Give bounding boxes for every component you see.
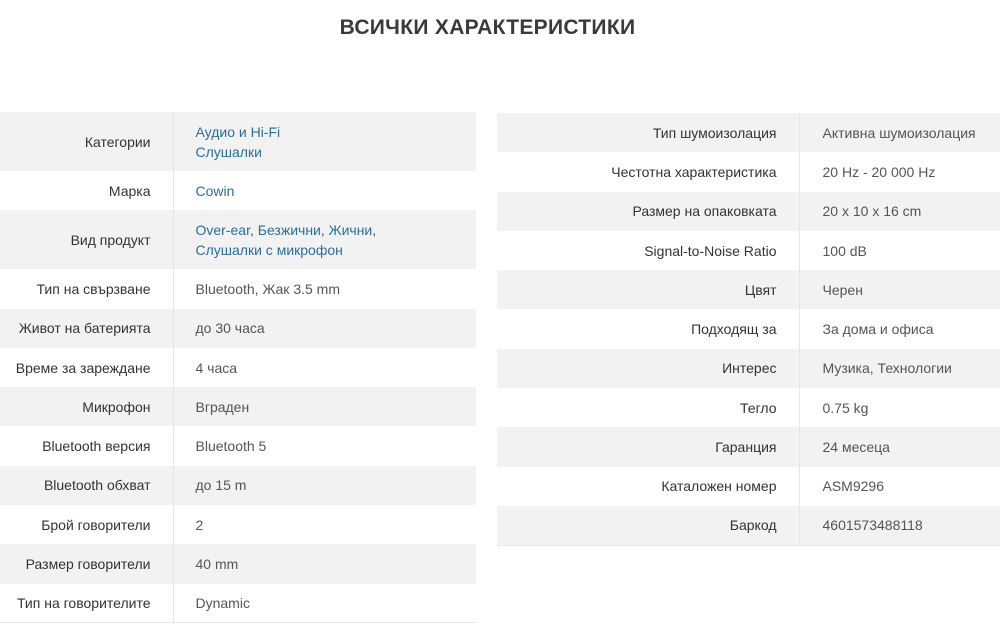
spec-label: Подходящ за: [497, 309, 799, 348]
spec-value: 4601573488118: [799, 506, 1000, 545]
spec-label: Категории: [0, 112, 173, 171]
spec-label: Баркод: [497, 506, 799, 545]
spec-value: до 30 часа: [173, 309, 476, 348]
spec-value: Over-ear, Безжични, Жични, Слушалки с микрофон: [173, 210, 476, 269]
spec-value: Активна шумоизолация: [799, 113, 1000, 152]
spec-label: Тип шумоизолация: [497, 113, 799, 152]
product-type-link-wired[interactable]: Жични: [328, 221, 373, 238]
spec-row-suitable-for: [497, 309, 1000, 348]
spec-label: Марка: [0, 171, 173, 210]
spec-value: [173, 112, 476, 171]
spec-row-speaker-count: [0, 505, 476, 544]
spec-value: 2: [173, 505, 476, 544]
spec-row-frequency: [497, 152, 1000, 191]
spec-value: [173, 171, 476, 210]
spec-row-package-size: [497, 192, 1000, 231]
spec-row-speaker-size: [0, 544, 476, 583]
spec-value: 100 dB: [799, 231, 1000, 270]
product-type-link-wireless[interactable]: Безжични: [257, 221, 321, 238]
product-type-link-over-ear[interactable]: Over-ear: [195, 221, 250, 238]
spec-value: Музика, Технологии: [799, 349, 1000, 388]
spec-row-weight: [497, 388, 1000, 427]
spec-value: 20 Hz - 20 000 Hz: [799, 152, 1000, 191]
spec-label: Тип на говорителите: [0, 584, 173, 623]
spec-row-battery: [0, 309, 476, 348]
spec-label: Брой говорители: [0, 505, 173, 544]
spec-label: Живот на батерията: [0, 309, 173, 348]
spec-label: Гаранция: [497, 427, 799, 466]
specs-table-right: [497, 113, 1000, 546]
spec-label: Размер говорители: [0, 544, 173, 583]
spec-row-noise-isolation: [497, 113, 1000, 152]
spec-value: 24 месеца: [799, 427, 1000, 466]
spec-label: Тип на свързване: [0, 269, 173, 308]
spec-value: ASM9296: [799, 467, 1000, 506]
category-link-headphones[interactable]: Слушалки: [195, 143, 262, 160]
spec-label: Bluetooth обхват: [0, 466, 173, 505]
spec-row-bt-version: [0, 426, 476, 465]
spec-row-connection: [0, 269, 476, 308]
spec-value: 4 часа: [173, 348, 476, 387]
spec-row-color: [497, 270, 1000, 309]
spec-value: 40 mm: [173, 544, 476, 583]
spec-label: Честотна характеристика: [497, 152, 799, 191]
spec-row-snr: [497, 231, 1000, 270]
spec-row-interest: [497, 349, 1000, 388]
spec-row-brand: [0, 171, 476, 210]
spec-label: Bluetooth версия: [0, 426, 173, 465]
spec-value: Черен: [799, 270, 1000, 309]
spec-value: до 15 m: [173, 466, 476, 505]
spec-label: Размер на опаковката: [497, 192, 799, 231]
spec-row-speaker-type: [0, 584, 476, 623]
spec-label: Тегло: [497, 388, 799, 427]
spec-row-charge-time: [0, 348, 476, 387]
specs-table-left: [0, 112, 476, 623]
spec-row-category: [0, 112, 476, 171]
spec-value: Вграден: [173, 387, 476, 426]
spec-label: Вид продукт: [0, 210, 173, 269]
category-link-audio[interactable]: Аудио и Hi-Fi: [195, 123, 281, 140]
spec-label: Микрофон: [0, 387, 173, 426]
spec-label: Цвят: [497, 270, 799, 309]
spec-row-warranty: [497, 427, 1000, 466]
spec-value: Bluetooth, Жак 3.5 mm: [173, 269, 476, 308]
spec-label: Време за зареждане: [0, 348, 173, 387]
spec-row-bt-range: [0, 466, 476, 505]
product-type-link-mic[interactable]: Слушалки с микрофон: [195, 241, 343, 258]
spec-label: Интерес: [497, 349, 799, 388]
brand-link[interactable]: Cowin: [195, 182, 235, 199]
spec-label: Каталожен номер: [497, 467, 799, 506]
spec-value: 20 x 10 x 16 cm: [799, 192, 1000, 231]
spec-row-product-type: [0, 210, 476, 269]
spec-row-microphone: [0, 387, 476, 426]
spec-value: Dynamic: [173, 584, 476, 623]
page-title: ВСИЧКИ ХАРАКТЕРИСТИКИ: [339, 16, 636, 39]
spec-value: За дома и офиса: [799, 309, 1000, 348]
spec-value: Bluetooth 5: [173, 426, 476, 465]
spec-row-catalog-number: [497, 467, 1000, 506]
spec-value: 0.75 kg: [799, 388, 1000, 427]
spec-row-barcode: [497, 506, 1000, 545]
spec-label: Signal-to-Noise Ratio: [497, 231, 799, 270]
